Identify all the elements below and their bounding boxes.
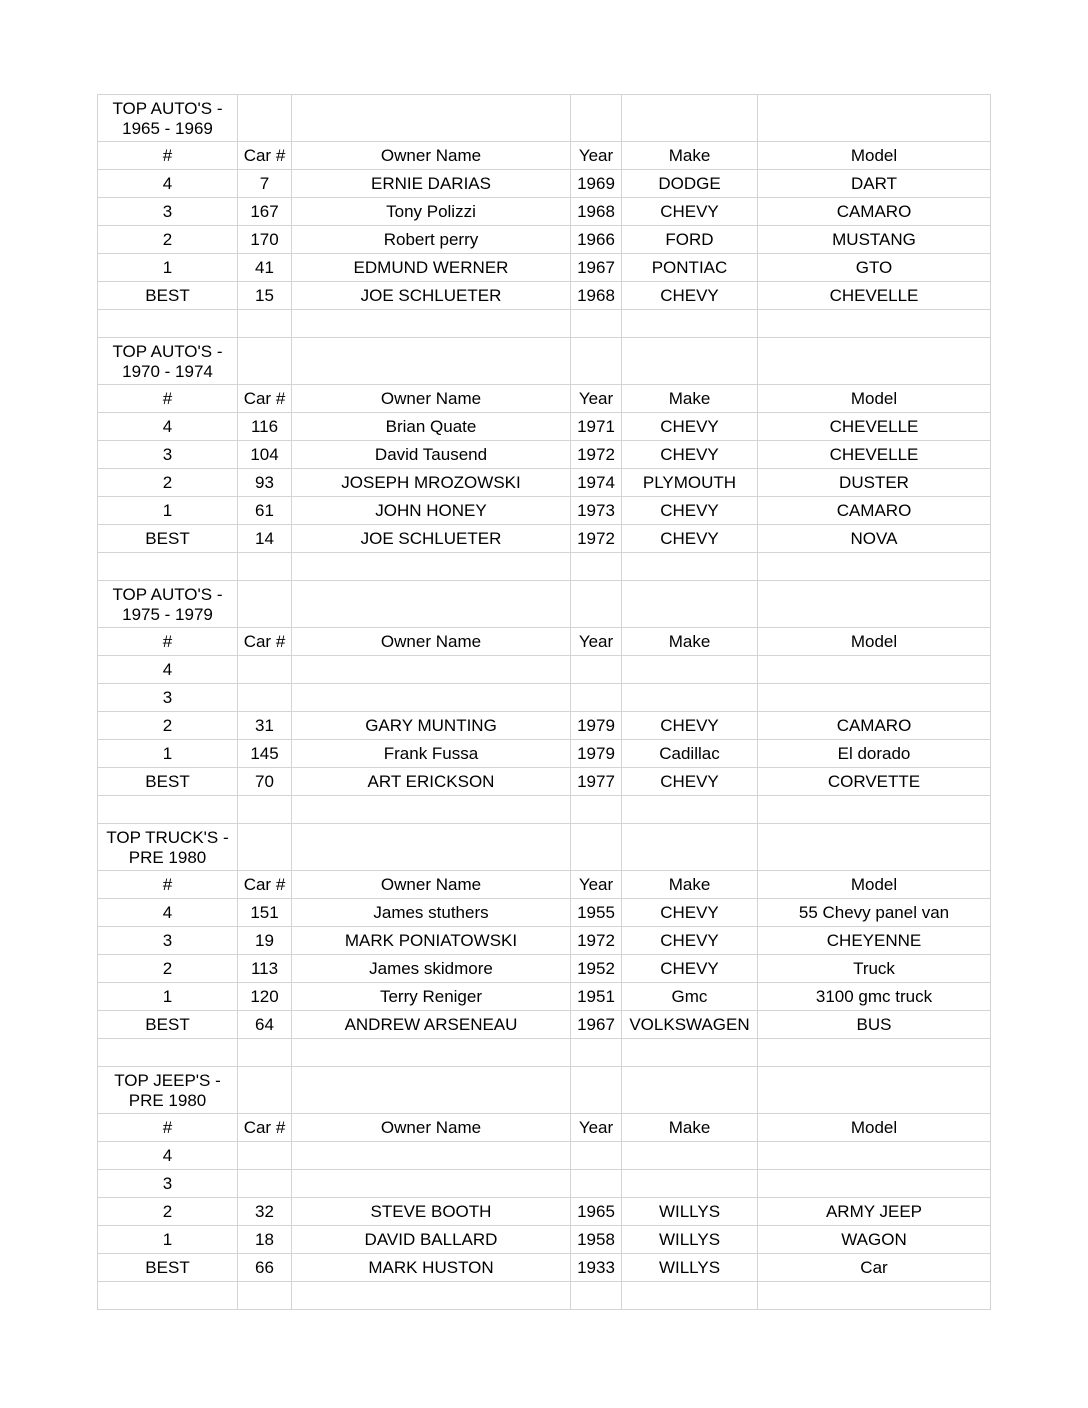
empty-cell <box>758 338 991 385</box>
empty-cell <box>238 310 292 338</box>
empty-cell <box>622 95 758 142</box>
owner-name-header: Owner Name <box>292 871 571 899</box>
model-header: Model <box>758 871 991 899</box>
car-number-cell: 151 <box>238 899 292 927</box>
rank-cell: 1 <box>98 254 238 282</box>
owner-name-cell: Brian Quate <box>292 413 571 441</box>
make-cell: CHEVY <box>622 497 758 525</box>
empty-cell <box>292 581 571 628</box>
empty-cell <box>238 553 292 581</box>
car-number-header: Car # <box>238 385 292 413</box>
make-header: Make <box>622 871 758 899</box>
rank-cell: 1 <box>98 497 238 525</box>
empty-cell <box>758 581 991 628</box>
rank-cell: 4 <box>98 656 238 684</box>
make-cell: DODGE <box>622 170 758 198</box>
car-number-cell: 32 <box>238 1198 292 1226</box>
model-cell: CHEYENNE <box>758 927 991 955</box>
model-cell: MUSTANG <box>758 226 991 254</box>
year-cell: 1967 <box>571 254 622 282</box>
make-cell: CHEVY <box>622 955 758 983</box>
empty-cell <box>292 796 571 824</box>
car-number-cell: 104 <box>238 441 292 469</box>
owner-name-header: Owner Name <box>292 385 571 413</box>
owner-name-cell: James skidmore <box>292 955 571 983</box>
empty-cell <box>571 796 622 824</box>
rank-cell: 2 <box>98 1198 238 1226</box>
make-cell: CHEVY <box>622 198 758 226</box>
model-header: Model <box>758 385 991 413</box>
owner-name-cell: Terry Reniger <box>292 983 571 1011</box>
owner-name-cell: Frank Fussa <box>292 740 571 768</box>
model-cell: CHEVELLE <box>758 441 991 469</box>
empty-cell <box>98 1282 238 1310</box>
table-row <box>98 1142 991 1170</box>
car-number-cell: 145 <box>238 740 292 768</box>
rank-header: # <box>98 628 238 656</box>
model-cell <box>758 656 991 684</box>
empty-cell <box>622 1282 758 1310</box>
section-title-row <box>98 338 991 385</box>
owner-name-cell: ANDREW ARSENEAU <box>292 1011 571 1039</box>
empty-cell <box>622 310 758 338</box>
spacer-row <box>98 796 991 824</box>
car-number-cell: 61 <box>238 497 292 525</box>
table-row <box>98 899 991 927</box>
car-number-header: Car # <box>238 1114 292 1142</box>
owner-name-cell: GARY MUNTING <box>292 712 571 740</box>
year-cell: 1973 <box>571 497 622 525</box>
empty-cell <box>571 1039 622 1067</box>
model-cell: CAMARO <box>758 198 991 226</box>
year-cell: 1958 <box>571 1226 622 1254</box>
table-row <box>98 768 991 796</box>
empty-cell <box>622 581 758 628</box>
car-number-header: Car # <box>238 871 292 899</box>
table-row <box>98 740 991 768</box>
empty-cell <box>292 824 571 871</box>
empty-cell <box>292 1067 571 1114</box>
make-header: Make <box>622 385 758 413</box>
car-number-cell: 70 <box>238 768 292 796</box>
owner-name-cell: MARK HUSTON <box>292 1254 571 1282</box>
section-title: TOP TRUCK'S - PRE 1980 <box>98 824 238 871</box>
model-header: Model <box>758 1114 991 1142</box>
owner-name-cell: JOE SCHLUETER <box>292 525 571 553</box>
table-row <box>98 712 991 740</box>
rank-cell: 4 <box>98 899 238 927</box>
rank-cell: 2 <box>98 469 238 497</box>
make-cell: CHEVY <box>622 413 758 441</box>
empty-cell <box>238 95 292 142</box>
make-cell: PLYMOUTH <box>622 469 758 497</box>
column-header-row <box>98 1114 991 1142</box>
year-header: Year <box>571 871 622 899</box>
year-header: Year <box>571 385 622 413</box>
model-cell: Truck <box>758 955 991 983</box>
rank-cell: BEST <box>98 1254 238 1282</box>
model-cell: CHEVELLE <box>758 413 991 441</box>
empty-cell <box>571 1282 622 1310</box>
make-cell: CHEVY <box>622 441 758 469</box>
empty-cell <box>758 1067 991 1114</box>
spacer-row <box>98 310 991 338</box>
rank-cell: 3 <box>98 927 238 955</box>
year-cell: 1965 <box>571 1198 622 1226</box>
make-cell: PONTIAC <box>622 254 758 282</box>
owner-name-cell: DAVID BALLARD <box>292 1226 571 1254</box>
empty-cell <box>758 95 991 142</box>
car-number-cell: 64 <box>238 1011 292 1039</box>
empty-cell <box>571 824 622 871</box>
model-cell: NOVA <box>758 525 991 553</box>
year-cell <box>571 1170 622 1198</box>
make-cell: FORD <box>622 226 758 254</box>
table-row <box>98 684 991 712</box>
table-row <box>98 497 991 525</box>
empty-cell <box>622 1039 758 1067</box>
year-cell: 1972 <box>571 441 622 469</box>
empty-cell <box>98 1039 238 1067</box>
owner-name-cell <box>292 1170 571 1198</box>
empty-cell <box>571 95 622 142</box>
year-cell <box>571 1142 622 1170</box>
owner-name-header: Owner Name <box>292 1114 571 1142</box>
empty-cell <box>571 581 622 628</box>
year-cell: 1979 <box>571 712 622 740</box>
table-row <box>98 441 991 469</box>
empty-cell <box>98 310 238 338</box>
year-cell: 1968 <box>571 282 622 310</box>
rank-cell: BEST <box>98 768 238 796</box>
owner-name-cell: Robert perry <box>292 226 571 254</box>
make-header: Make <box>622 1114 758 1142</box>
empty-cell <box>98 796 238 824</box>
model-cell: CHEVELLE <box>758 282 991 310</box>
model-cell <box>758 684 991 712</box>
rank-header: # <box>98 1114 238 1142</box>
car-number-cell: 14 <box>238 525 292 553</box>
table-row <box>98 1170 991 1198</box>
car-number-cell: 120 <box>238 983 292 1011</box>
make-cell: CHEVY <box>622 525 758 553</box>
owner-name-cell: EDMUND WERNER <box>292 254 571 282</box>
table-row <box>98 1226 991 1254</box>
model-cell: CORVETTE <box>758 768 991 796</box>
section-title-row <box>98 581 991 628</box>
table-row <box>98 955 991 983</box>
column-header-row <box>98 385 991 413</box>
rank-header: # <box>98 142 238 170</box>
year-cell: 1955 <box>571 899 622 927</box>
car-number-cell: 31 <box>238 712 292 740</box>
rank-cell: BEST <box>98 1011 238 1039</box>
make-header: Make <box>622 628 758 656</box>
column-header-row <box>98 628 991 656</box>
rank-cell: 2 <box>98 712 238 740</box>
year-cell: 1979 <box>571 740 622 768</box>
make-cell: CHEVY <box>622 768 758 796</box>
owner-name-cell: ERNIE DARIAS <box>292 170 571 198</box>
model-cell <box>758 1142 991 1170</box>
section-title: TOP AUTO'S - 1975 - 1979 <box>98 581 238 628</box>
car-number-cell: 167 <box>238 198 292 226</box>
rank-cell: 4 <box>98 413 238 441</box>
column-header-row <box>98 142 991 170</box>
year-header: Year <box>571 142 622 170</box>
make-cell: CHEVY <box>622 282 758 310</box>
table-row <box>98 170 991 198</box>
car-number-cell: 41 <box>238 254 292 282</box>
year-cell: 1933 <box>571 1254 622 1282</box>
empty-cell <box>292 338 571 385</box>
empty-cell <box>238 581 292 628</box>
rank-cell: 1 <box>98 1226 238 1254</box>
table-row <box>98 1011 991 1039</box>
empty-cell <box>622 824 758 871</box>
empty-cell <box>571 553 622 581</box>
empty-cell <box>238 1282 292 1310</box>
model-cell: CAMARO <box>758 497 991 525</box>
empty-cell <box>758 1039 991 1067</box>
results-table <box>97 94 991 1310</box>
year-cell: 1951 <box>571 983 622 1011</box>
table-row <box>98 282 991 310</box>
table-row <box>98 525 991 553</box>
empty-cell <box>238 1067 292 1114</box>
owner-name-cell: JOSEPH MROZOWSKI <box>292 469 571 497</box>
car-number-cell: 170 <box>238 226 292 254</box>
make-cell: CHEVY <box>622 927 758 955</box>
car-number-cell <box>238 684 292 712</box>
model-header: Model <box>758 142 991 170</box>
rank-cell: 3 <box>98 684 238 712</box>
year-cell: 1967 <box>571 1011 622 1039</box>
rank-cell: 2 <box>98 955 238 983</box>
empty-cell <box>622 796 758 824</box>
year-cell: 1972 <box>571 525 622 553</box>
empty-cell <box>758 310 991 338</box>
make-cell: WILLYS <box>622 1198 758 1226</box>
car-number-cell <box>238 1170 292 1198</box>
year-cell: 1966 <box>571 226 622 254</box>
empty-cell <box>98 553 238 581</box>
model-cell: CAMARO <box>758 712 991 740</box>
table-row <box>98 1198 991 1226</box>
rank-cell: 3 <box>98 198 238 226</box>
model-header: Model <box>758 628 991 656</box>
rank-header: # <box>98 385 238 413</box>
car-number-cell: 15 <box>238 282 292 310</box>
car-number-header: Car # <box>238 142 292 170</box>
make-cell <box>622 684 758 712</box>
table-row <box>98 198 991 226</box>
table-row <box>98 469 991 497</box>
spacer-row <box>98 1039 991 1067</box>
car-number-cell: 116 <box>238 413 292 441</box>
empty-cell <box>622 1067 758 1114</box>
owner-name-cell <box>292 656 571 684</box>
empty-cell <box>292 1039 571 1067</box>
make-cell: Gmc <box>622 983 758 1011</box>
year-header: Year <box>571 1114 622 1142</box>
empty-cell <box>758 553 991 581</box>
owner-name-cell: JOE SCHLUETER <box>292 282 571 310</box>
empty-cell <box>238 824 292 871</box>
year-cell: 1974 <box>571 469 622 497</box>
empty-cell <box>238 338 292 385</box>
car-number-cell: 113 <box>238 955 292 983</box>
rank-cell: 3 <box>98 1170 238 1198</box>
owner-name-cell: STEVE BOOTH <box>292 1198 571 1226</box>
car-number-cell <box>238 1142 292 1170</box>
owner-name-header: Owner Name <box>292 628 571 656</box>
table-row <box>98 254 991 282</box>
car-number-cell: 66 <box>238 1254 292 1282</box>
car-number-cell <box>238 656 292 684</box>
car-number-cell: 19 <box>238 927 292 955</box>
owner-name-cell: JOHN HONEY <box>292 497 571 525</box>
rank-cell: BEST <box>98 525 238 553</box>
table-row <box>98 656 991 684</box>
section-title: TOP AUTO'S - 1970 - 1974 <box>98 338 238 385</box>
owner-name-cell: David Tausend <box>292 441 571 469</box>
make-cell: WILLYS <box>622 1226 758 1254</box>
rank-cell: 4 <box>98 170 238 198</box>
model-cell: Car <box>758 1254 991 1282</box>
car-number-cell: 93 <box>238 469 292 497</box>
year-cell: 1969 <box>571 170 622 198</box>
column-header-row <box>98 871 991 899</box>
owner-name-header: Owner Name <box>292 142 571 170</box>
model-cell: WAGON <box>758 1226 991 1254</box>
empty-cell <box>292 553 571 581</box>
section-title: TOP AUTO'S - 1965 - 1969 <box>98 95 238 142</box>
rank-cell: 4 <box>98 1142 238 1170</box>
make-cell: CHEVY <box>622 712 758 740</box>
year-cell: 1971 <box>571 413 622 441</box>
rank-cell: BEST <box>98 282 238 310</box>
owner-name-cell: ART ERICKSON <box>292 768 571 796</box>
model-cell: GTO <box>758 254 991 282</box>
empty-cell <box>758 824 991 871</box>
table-row <box>98 1254 991 1282</box>
rank-cell: 3 <box>98 441 238 469</box>
make-cell: CHEVY <box>622 899 758 927</box>
table-row <box>98 226 991 254</box>
empty-cell <box>571 310 622 338</box>
rank-cell: 1 <box>98 983 238 1011</box>
empty-cell <box>571 338 622 385</box>
spacer-row <box>98 553 991 581</box>
model-cell: DUSTER <box>758 469 991 497</box>
model-cell: 55 Chevy panel van <box>758 899 991 927</box>
model-cell: ARMY JEEP <box>758 1198 991 1226</box>
rank-header: # <box>98 871 238 899</box>
year-cell <box>571 656 622 684</box>
make-cell <box>622 1142 758 1170</box>
car-number-cell: 18 <box>238 1226 292 1254</box>
owner-name-cell: Tony Polizzi <box>292 198 571 226</box>
year-cell: 1972 <box>571 927 622 955</box>
model-cell: DART <box>758 170 991 198</box>
table-row <box>98 927 991 955</box>
model-cell: BUS <box>758 1011 991 1039</box>
empty-cell <box>292 95 571 142</box>
year-cell <box>571 684 622 712</box>
empty-cell <box>292 310 571 338</box>
rank-cell: 2 <box>98 226 238 254</box>
table-row <box>98 983 991 1011</box>
car-number-cell: 7 <box>238 170 292 198</box>
empty-cell <box>622 338 758 385</box>
make-cell <box>622 1170 758 1198</box>
year-cell: 1968 <box>571 198 622 226</box>
empty-cell <box>238 1039 292 1067</box>
make-header: Make <box>622 142 758 170</box>
owner-name-cell: MARK PONIATOWSKI <box>292 927 571 955</box>
empty-cell <box>238 796 292 824</box>
section-title-row <box>98 95 991 142</box>
year-header: Year <box>571 628 622 656</box>
table-row <box>98 413 991 441</box>
model-cell <box>758 1170 991 1198</box>
owner-name-cell: James stuthers <box>292 899 571 927</box>
empty-cell <box>571 1067 622 1114</box>
make-cell: Cadillac <box>622 740 758 768</box>
section-title-row <box>98 824 991 871</box>
section-title-row <box>98 1067 991 1114</box>
year-cell: 1952 <box>571 955 622 983</box>
section-title: TOP JEEP'S - PRE 1980 <box>98 1067 238 1114</box>
model-cell: 3100 gmc truck <box>758 983 991 1011</box>
spacer-row <box>98 1282 991 1310</box>
rank-cell: 1 <box>98 740 238 768</box>
empty-cell <box>758 1282 991 1310</box>
owner-name-cell <box>292 1142 571 1170</box>
make-cell: VOLKSWAGEN <box>622 1011 758 1039</box>
make-cell <box>622 656 758 684</box>
empty-cell <box>758 796 991 824</box>
year-cell: 1977 <box>571 768 622 796</box>
empty-cell <box>292 1282 571 1310</box>
make-cell: WILLYS <box>622 1254 758 1282</box>
car-number-header: Car # <box>238 628 292 656</box>
empty-cell <box>622 553 758 581</box>
owner-name-cell <box>292 684 571 712</box>
model-cell: El dorado <box>758 740 991 768</box>
